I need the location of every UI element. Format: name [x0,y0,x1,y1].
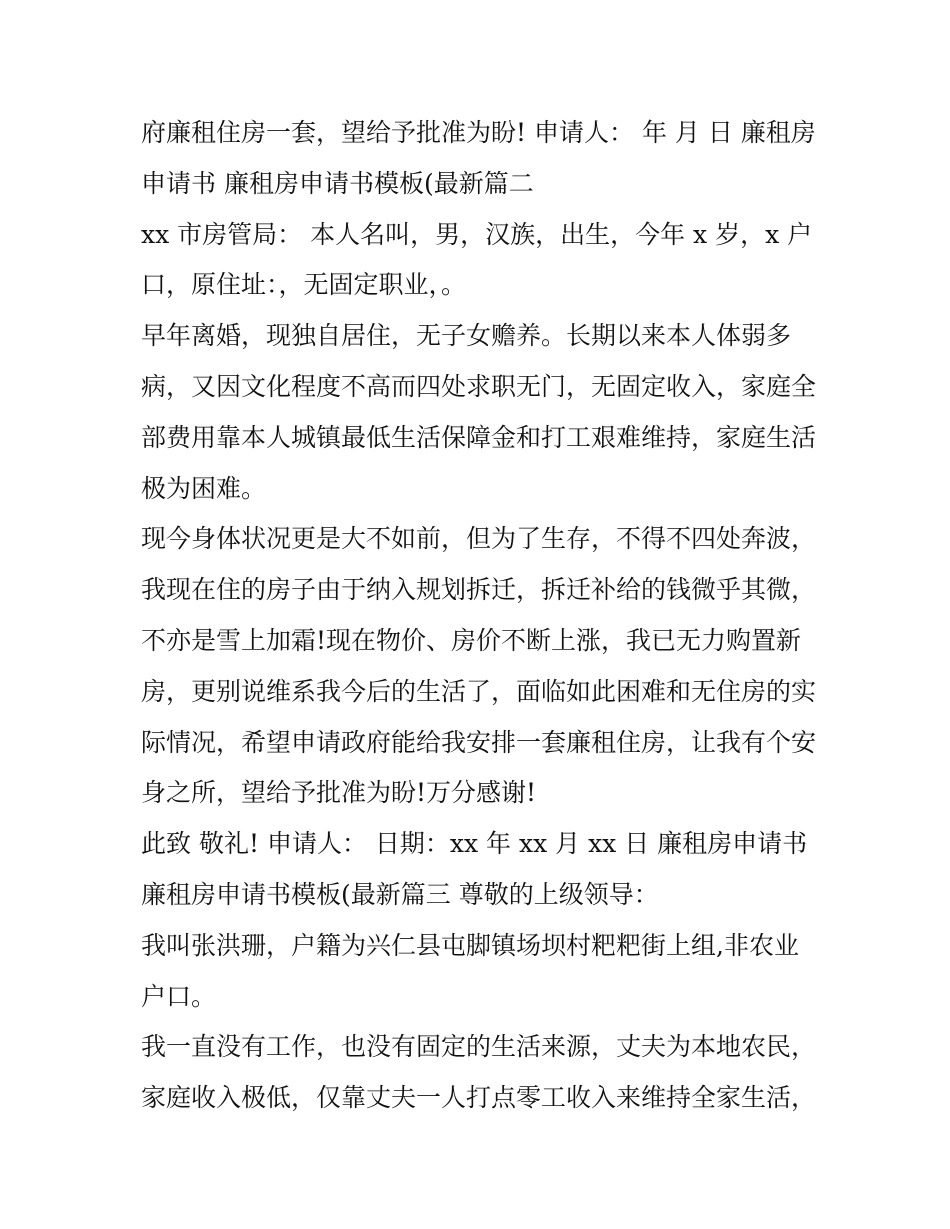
document-body [141,108,821,1124]
paragraph-2: xx 市房管局： 本人名叫，男，汉族，出生，今年 x 岁，x 户口，原住址：，无固定职业，。 [141,219,813,300]
paragraph-1: 府廉租住房一套，望给予批准为盼! 申请人： 年 月 日 廉租房申请书 廉租房申请书模板(最新篇二 [141,118,816,198]
paragraph-7: 我一直没有工作，也没有固定的生活来源，丈夫为本地农民，家庭收入极低，仅靠丈夫一人打点零工收入来维持全家生活， [141,1032,817,1113]
paragraph-4: 现今身体状况更是大不如前，但为了生存，不得不四处奔波，我现在住的房子由于纳入规划拆迁，拆迁补给的钱微乎其微，不亦是雪上加霜!现在物价、房价不断上涨，我已无力购置新房，更别说维系我今后的生活了，面临如此困难和无住房的实际情况，希望申请政府能给我安排一套廉租住房，让我有个安身之所，望给予批准为盼!万分感谢! [141,524,817,808]
paragraph-3: 早年离婚，现独自居住，无子女赡养。长期以来本人体弱多病，又因文化程度不高而四处求职无门，无固定收入，家庭全部费用靠本人城镇最低生活保障金和打工艰难维持，家庭生活极为困难。 [141,321,817,503]
paragraph-6: 我叫张洪珊，户籍为兴仁县屯脚镇场坝村粑粑街上组,非农业户口。 [141,930,799,1011]
paragraph-5: 此致 敬礼! 申请人： 日期：xx 年 xx 月 xx 日 廉租房申请书 廉租房申请书模板(最新篇三 尊敬的上级领导： [141,829,808,909]
